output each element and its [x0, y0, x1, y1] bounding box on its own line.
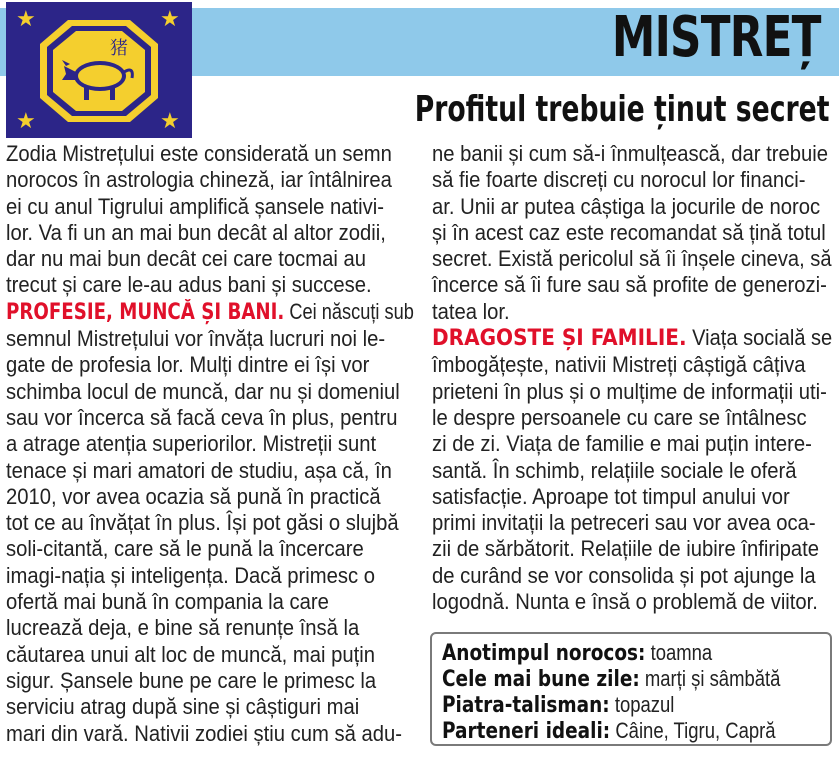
- text-line: [6, 404, 398, 431]
- text-run: tenace și mari amatori de studiu, așa că, în: [6, 457, 392, 483]
- text-line: [432, 193, 821, 220]
- text-line: [432, 299, 800, 325]
- text-line: [6, 642, 381, 668]
- text-run: primi invitații la petreceri sau vor avea oca-: [432, 510, 816, 536]
- text-run: Zodia Mistrețului este considerată un semn: [6, 141, 392, 166]
- text-line: [432, 536, 820, 562]
- text-run: Viața socială se: [686, 325, 833, 351]
- star-icon: ★: [160, 108, 180, 133]
- text-line: [6, 536, 381, 562]
- zodiac-badge: [6, 2, 192, 138]
- text-run: zi de zi. Viața de familie e mai puțin intere-: [432, 431, 812, 457]
- text-run: gate de profesia lor. Mulți dintre ei își vor: [6, 352, 370, 378]
- text-line: [432, 484, 800, 510]
- text-line: [432, 510, 816, 536]
- text-line: [6, 563, 381, 589]
- text-line: [6, 510, 399, 536]
- text-run: a atrage atenția superiorilor. Mistreții sunt: [6, 431, 377, 457]
- text-run: semnul Mistrețului vor învăța lucruri noi le-: [6, 326, 386, 352]
- text-line: [6, 246, 381, 272]
- text-line: [432, 325, 833, 352]
- section-heading: DRAGOSTE ȘI FAMILIE.: [432, 326, 687, 352]
- text-run: norocos în astrologia chineză, iar întâlnirea: [6, 167, 392, 193]
- article-column-right: [432, 141, 832, 615]
- text-run: sigur. Șansele bune pe care le primesc la: [6, 667, 377, 693]
- article-column-left: [6, 141, 414, 747]
- text-run: ar. Unii ar putea câștiga la jocurile de noroc: [432, 193, 821, 219]
- text-line: [6, 193, 385, 220]
- text-run: ne banii și cum să-i înmulțească, dar trebuie: [432, 141, 829, 166]
- text-line: [432, 458, 800, 484]
- text-run: Cei născuți sub: [284, 298, 414, 324]
- text-run: logodnă. Nunta e însă o problemă de viitor.: [432, 589, 818, 615]
- text-run: le despre persoanele cu care se întâlnesc: [432, 404, 807, 430]
- text-run: ei cu anul Tigrului amplifică șansele nativi-: [6, 193, 385, 219]
- text-line: [432, 378, 827, 405]
- text-line: [432, 141, 829, 167]
- section-heading: PROFESIE, MUNCĂ ȘI BANI.: [6, 299, 285, 325]
- text-line: [432, 431, 812, 457]
- text-run: îmbogățește, nativii Mistreți câștigă câțiva: [432, 352, 806, 378]
- text-run: serviciu atrag după sine și câștiguri mai: [6, 694, 360, 720]
- info-row-days: Cele mai bune zile: marți și sâmbătă: [442, 666, 781, 692]
- text-run: căutarea unui alt loc de muncă, mai puțin: [6, 641, 376, 667]
- info-row-talisman: Piatra-talisman: topazul: [442, 692, 675, 718]
- text-run: și în acest caz este recomandat să țină totul: [432, 219, 826, 245]
- text-run: imagi-nația și inteligența. Dacă primesc o: [6, 562, 375, 588]
- text-run: dar nu mai bun decât cei care tocmai au: [6, 246, 367, 272]
- info-box: [430, 632, 832, 746]
- text-line: [6, 615, 381, 641]
- text-line: [6, 431, 381, 457]
- text-run: prieteni în plus și o mulțime de informații uti-: [432, 378, 827, 404]
- text-run: ofertă mai bună în compania la care: [6, 589, 329, 615]
- text-run: lor. Va fi un an mai bun decât al altor zodii,: [6, 219, 386, 245]
- text-line: [432, 167, 806, 193]
- text-line: [6, 378, 400, 405]
- article-headline: Profitul trebuie ținut secret: [414, 89, 829, 130]
- text-run: satisfacție. Aproape tot timpul anului vor: [432, 483, 790, 509]
- text-line: [6, 484, 381, 510]
- star-icon: ★: [160, 6, 180, 31]
- text-run: tatea lor.: [432, 298, 510, 324]
- text-run: de curând se vor consolida și pot ajunge la: [432, 562, 816, 588]
- text-line: [6, 219, 386, 246]
- text-run: lucrează deja, e bine să renunțe însă la: [6, 615, 360, 641]
- text-run: să fie foarte discreți cu norocul lor financi-: [432, 167, 806, 193]
- text-line: [6, 298, 414, 326]
- text-run: secret. Există pericolul să îi înșele cineva, să: [432, 246, 832, 272]
- text-run: trecut și care le-au adus bani și succese.: [6, 272, 372, 298]
- text-line: [6, 720, 402, 747]
- text-run: încerce să îi fure sau să profite de generozi-: [432, 272, 827, 298]
- text-line: [432, 246, 832, 272]
- text-line: [6, 694, 381, 720]
- text-line: [432, 352, 806, 378]
- text-run: sau vor încerca să facă ceva în plus, pentru: [6, 404, 398, 430]
- text-line: [6, 141, 392, 167]
- text-line: [432, 404, 807, 431]
- page-title: MISTREȚ: [612, 5, 821, 70]
- text-line: [6, 589, 381, 615]
- star-icon: ★: [16, 6, 36, 31]
- text-run: santă. În schimb, relațiile sociale le oferă: [432, 457, 797, 483]
- text-line: [6, 668, 381, 694]
- text-line: [432, 589, 818, 615]
- text-run: 2010, vor avea ocazia să pună în practică: [6, 483, 381, 509]
- info-row-season: Anotimpul norocos: toamna: [442, 640, 713, 666]
- text-line: [6, 352, 381, 378]
- text-line: [6, 167, 392, 193]
- text-run: mari din vară. Nativii zodiei știu cum să adu-: [6, 720, 402, 746]
- text-run: tot ce au învățat în plus. Își pot găsi o slujbă: [6, 510, 399, 536]
- badge-glyph: 猪: [110, 38, 128, 59]
- info-row-partners: Parteneri ideali: Câine, Tigru, Capră: [442, 718, 776, 744]
- text-line: [432, 219, 826, 246]
- text-run: zii de sărbătorit. Relațiile de iubire înfiripate: [432, 536, 820, 562]
- text-line: [432, 562, 816, 589]
- text-run: schimba locul de muncă, dar nu și domeniul: [6, 378, 400, 404]
- text-line: [6, 457, 392, 484]
- text-line: [432, 272, 827, 298]
- text-run: soli-citantă, care să le pună la încercare: [6, 536, 364, 562]
- star-icon: ★: [16, 108, 36, 133]
- text-line: [6, 326, 386, 352]
- text-line: [6, 272, 381, 298]
